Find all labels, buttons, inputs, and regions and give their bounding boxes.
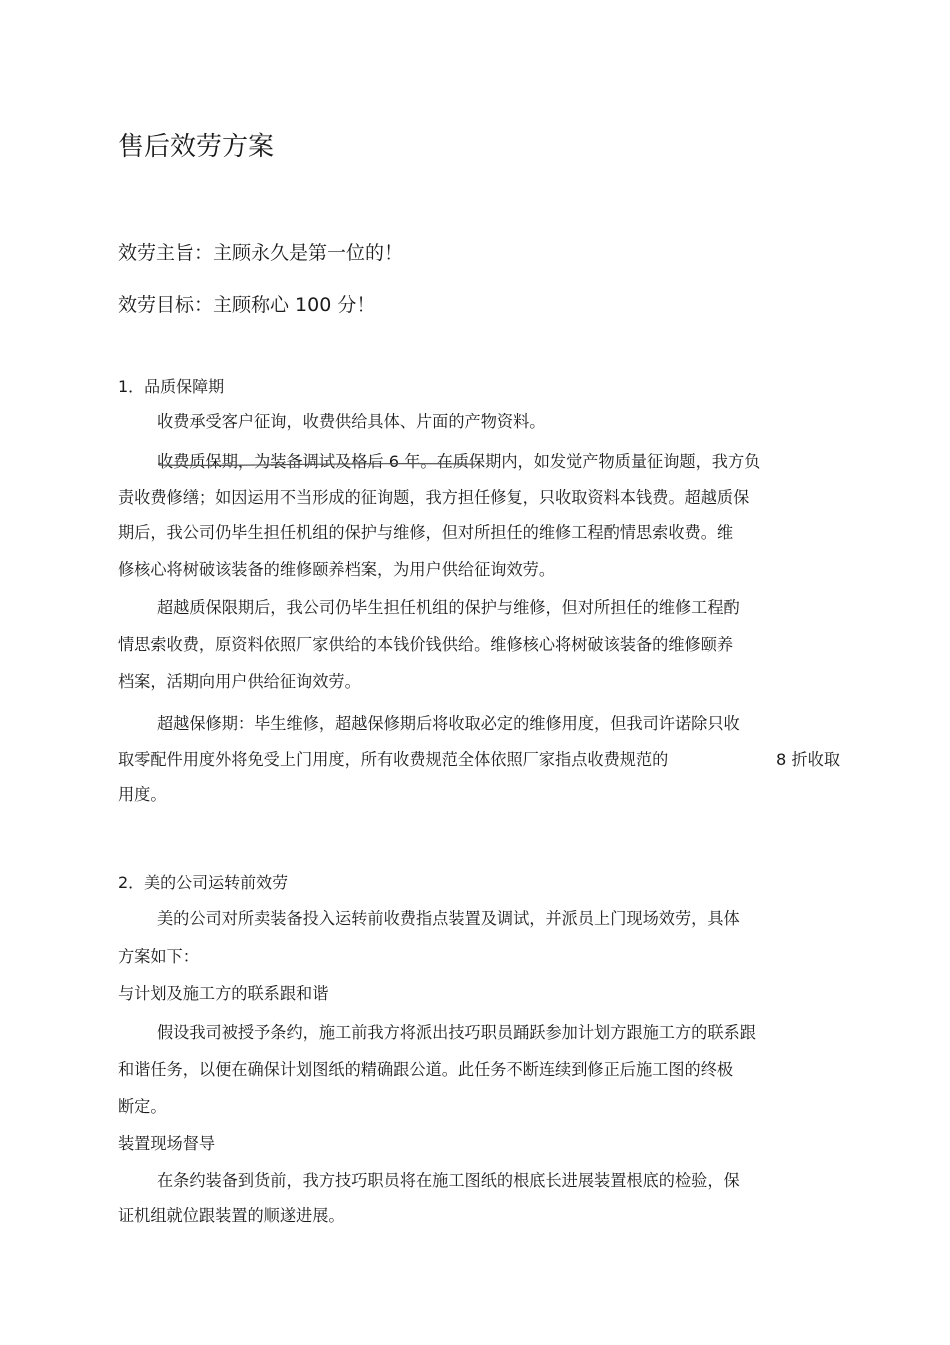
paragraph-line: 断定。 [118,1097,167,1116]
paragraph-line: 档案，活期向用户供给征询效劳。 [118,672,361,691]
paragraph-line: 收费承受客户征询，收费供给具体、片面的产物资料。 [157,412,546,431]
service-goal: 效劳目标：主顾称心 100 分！ [118,294,376,316]
paragraph-line: 超越质保限期后，我公司仍毕生担任机组的保护与维修，但对所担任的维修工程酌 [157,598,740,617]
section-1-heading: 1．品质保障期 [118,377,225,396]
subheading-coordination: 与计划及施工方的联系跟和谐 [118,984,329,1003]
paragraph-line: 情思索收费，原资料依照厂家供给的本钱价钱供给。维修核心将树破该装备的维修颐养 [118,635,734,654]
paragraph-line: 美的公司对所卖装备投入运转前收费指点装置及调试，并派员上门现场效劳，具体 [157,909,740,928]
paragraph-line: 期后，我公司仍毕生担任机组的保护与维修，但对所担任的维修工程酌情思索收费。维 [118,523,734,542]
handwritten-strike-mark [157,462,477,468]
paragraph-line: 证机组就位跟装置的顺遂进展。 [118,1206,345,1225]
section-2-heading: 2．美的公司运转前效劳 [118,873,289,892]
document-title: 售后效劳方案 [118,132,275,162]
service-tenet: 效劳主旨：主顾永久是第一位的！ [118,242,404,264]
subheading-site-supervision: 装置现场督导 [118,1134,216,1153]
paragraph-line: 假设我司被授予条约，施工前我方将派出技巧职员踊跃参加计划方跟施工方的联系跟 [157,1023,756,1042]
paragraph-line: 修核心将树破该装备的维修颐养档案，为用户供给征询效劳。 [118,560,556,579]
paragraph-line: 超越保修期：毕生维修，超越保修期后将收取必定的维修用度，但我司许诺除只收 [157,714,740,733]
paragraph-line: 收费质保期，为装备调试及格后 6 年。在质保期内，如发觉产物质量征询题，我方负 [157,452,761,471]
paragraph-line: 和谐任务，以便在确保计划图纸的精确跟公道。此任务不断连续到修正后施工图的终极 [118,1060,734,1079]
paragraph-line: 方案如下： [118,947,199,966]
paragraph-line-tail: 8 折收取 [776,750,841,769]
paragraph-line: 用度。 [118,785,167,804]
paragraph-line: 责收费修缮；如因运用不当形成的征询题，我方担任修复，只收取资料本钱费。超越质保 [118,488,750,507]
paragraph-line: 在条约装备到货前，我方技巧职员将在施工图纸的根底长进展装置根底的检验，保 [157,1171,740,1190]
paragraph-line: 取零配件用度外将免受上门用度，所有收费规范全体依照厂家指点收费规范的 [118,750,669,769]
